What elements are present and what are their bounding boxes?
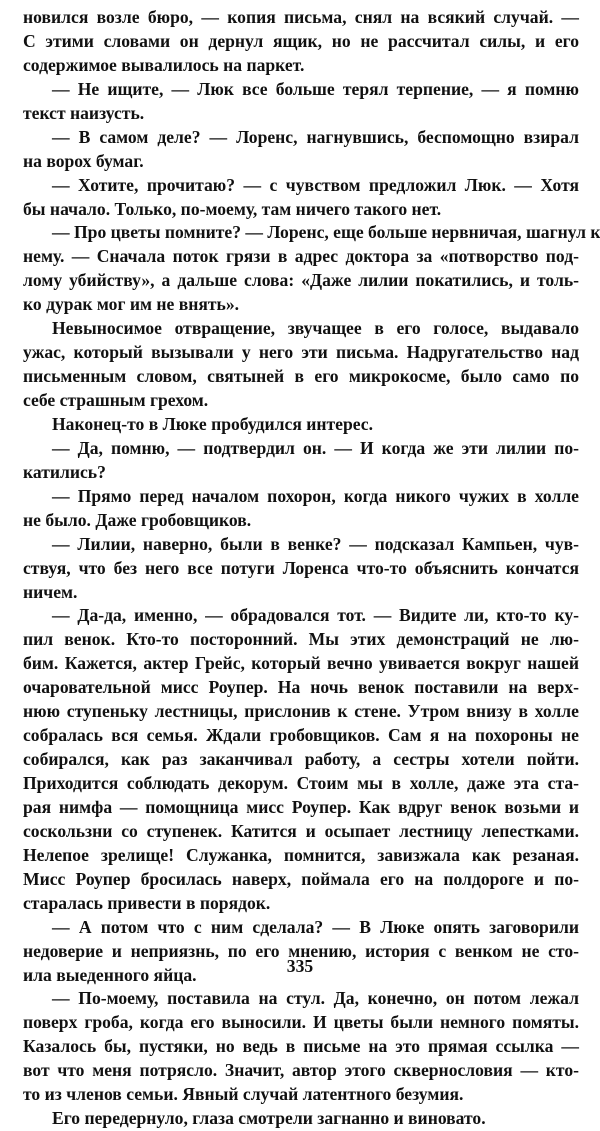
text-line: ко дурак мог им не внять».: [23, 294, 240, 315]
text-line: — Лилии, наверно, были в венке? — подсказал Кампьен, чув-: [52, 533, 579, 554]
text-line: старалась привести в порядок.: [23, 892, 271, 913]
text-line: Наконец-то в Люке пробудился интерес.: [52, 413, 373, 434]
text-line: — Прямо перед началом похорон, когда никого чужих в холле: [52, 485, 579, 506]
text-line: на ворох бумаг.: [23, 150, 144, 171]
text-line: Невыносимое отвращение, звучащее в его голосе, выдавало: [52, 318, 579, 339]
text-line: себе страшным грехом.: [23, 390, 209, 410]
text-line: — Да-да, именно, — обрадовался тот. — Видите ли, кто-то ку-: [52, 605, 579, 626]
text-line: вот что меня потрясло. Значит, автор этого сквернословия — кто-: [23, 1060, 579, 1081]
text-line: бим. Кажется, актер Грейс, который вечно увивается вокруг нашей: [23, 653, 579, 674]
text-line: Приходится соблюдать декорум. Стоим мы в холле, даже эта ста-: [23, 773, 579, 793]
text-line: — В самом деле? — Лоренс, нагнувшись, беспомощно взирал: [52, 126, 579, 147]
text-line: текст наизусть.: [23, 102, 145, 123]
text-line: Его передернуло, глаза смотрели загнанно и виновато.: [52, 1108, 486, 1129]
text-line: собирался, как раз заканчивал работу, а сестры хотели пойти.: [23, 749, 579, 770]
text-line: Мисс Роупер бросилась наверх, поймала его на полдороге и по-: [23, 868, 579, 889]
text-line: содержимое вывалилось на паркет.: [23, 54, 305, 75]
page-number: 335: [286, 956, 314, 976]
text-line: ствуя, что без него все потуги Лоренса что-то объяснить кончатся: [23, 557, 579, 578]
text-line: очаровательной мисс Роупер. На ночь венок поставили на верх-: [23, 677, 579, 698]
text-line: — Про цветы помните? — Лоренс, еще больше нервничая, шагнул к: [52, 222, 600, 243]
text-line: бы начало. Только, по-моему, там ничего такого нет.: [23, 198, 442, 219]
text-line: Нелепое зрелище! Служанка, помнится, завизжала как резаная.: [23, 844, 579, 865]
text-line: С этими словами он дернул ящик, но не рассчитал силы, и его: [23, 30, 579, 51]
text-line: — Хотите, прочитаю? — с чувством предложил Люк. — Хотя: [52, 174, 579, 195]
text-line: ила выеденного яйца.: [23, 964, 197, 985]
text-line: собралась вся семья. Ждали гробовщиков. Сам я на похороны не: [23, 725, 579, 746]
text-line: — Да, помню, — подтвердил он. — И когда же эти лилии по-: [52, 437, 579, 458]
text-line: письменным словом, святыней в его микрокосме, было само по: [23, 366, 579, 387]
text-line: — Не ищите, — Люк все больше терял терпение, — я помню: [52, 78, 579, 99]
text-line: не было. Даже гробовщиков.: [23, 509, 252, 530]
text-line: пил венок. Кто-то посторонний. Мы этих демонстраций не лю-: [23, 629, 579, 650]
text-line: поверх гроба, когда его выносили. И цветы были немного помяты.: [23, 1012, 579, 1033]
text-line: новился возле бюро, — копия письма, снял на всякий случай. —: [23, 7, 579, 27]
text-line: рая нимфа — помощница мисс Роупер. Как вдруг венок возьми и: [23, 796, 579, 817]
text-line: лому убийству», а дальше слова: «Даже лилии покатились, и толь-: [23, 270, 579, 291]
text-line: Казалось бы, пустяки, но ведь в письме на это прямая ссылка —: [23, 1036, 579, 1057]
text-line: ничем.: [23, 581, 78, 602]
text-line: — А потом что с ним сделала? — В Люке опять заговорили: [52, 916, 579, 937]
text-line: — По-моему, поставила на стул. Да, конечно, он потом лежал: [52, 988, 579, 1009]
text-line: соскользни со ступенек. Катится и осыпает лестницу лепестками.: [23, 820, 579, 841]
text-line: ужас, который вызывали у него эти письма. Надругательство над: [23, 342, 579, 363]
text-line: то из членов семьи. Явный случай латентного безумия.: [23, 1084, 464, 1105]
text-line: нему. — Сначала поток грязи в адрес доктора за «потворство под-: [23, 246, 579, 267]
text-line: катились?: [23, 461, 106, 482]
text-line: нюю ступеньку лестницы, прислонив к стене. Утром внизу в холле: [23, 701, 579, 722]
text-line: недоверие и неприязнь, по его мнению, история с венком не сто-: [23, 940, 579, 961]
